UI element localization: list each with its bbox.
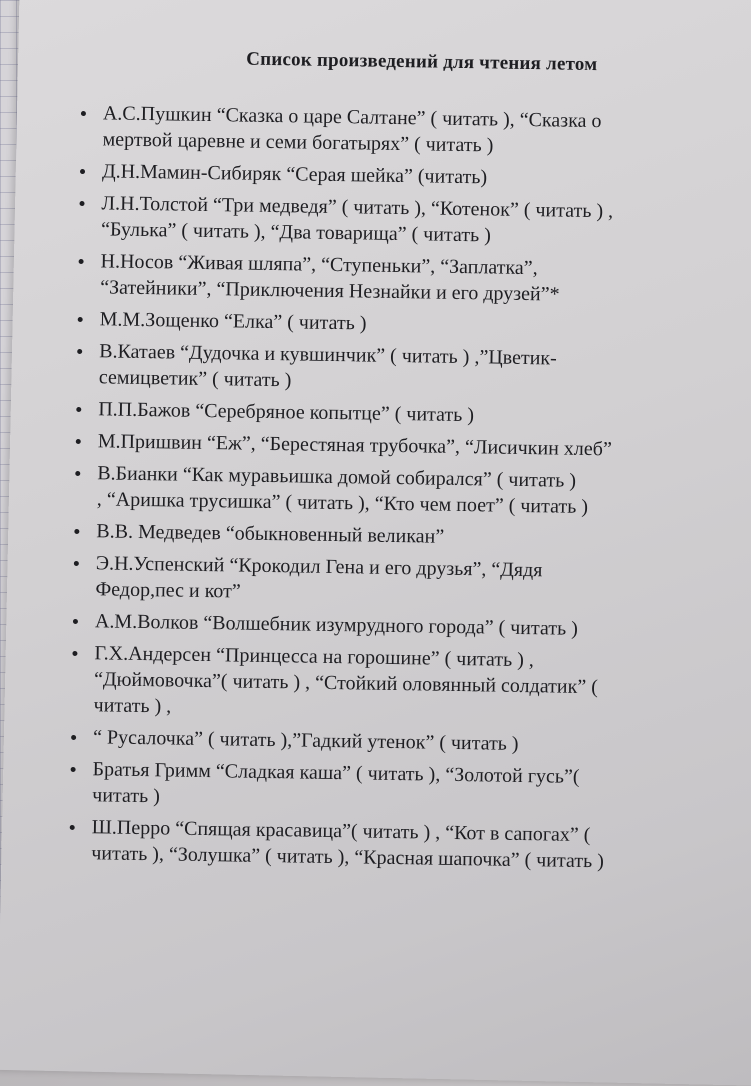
list-item: М.М.Зощенко “Елка” ( читать ) <box>78 306 718 342</box>
list-item: “ Русалочка” ( читать ),”Гадкий утенок” ( читать ) <box>71 724 711 760</box>
list-item: Э.Н.Успенский “Крокодил Гена и его друзья”, “Дядя Федор,пес и кот” <box>73 550 714 612</box>
list-item: Братья Гримм “Сладкая каша” ( читать ), “Золотой гусь”( читать ) <box>70 756 711 818</box>
list-item: Ш.Перро “Спящая красавица”( читать ) , “Кот в сапогах” ( читать ), “Золушка” ( читать ), “Красная шапочка” ( читать ) <box>69 814 710 876</box>
list-item: Д.Н.Мамин-Сибиряк “Серая шейка” (читать) <box>80 158 720 194</box>
list-item: Г.Х.Андерсен “Принцесса на горошине” ( читать ) , “Дюймовочка”( читать ) , “Стойкий оловянный солдатик” ( читать ) , <box>71 640 712 728</box>
list-item: Н.Носов “Живая шляпа”, “Ступеньки”, “Заплатка”, “Затейники”, “Приключения Незнайки и его друзей”* <box>78 248 719 310</box>
list-item: В.В. Медведев “обыкновенный великан” <box>74 518 714 554</box>
list-item: А.М.Волков “Волшебник изумрудного города” ( читать ) <box>73 608 713 644</box>
list-item: В.Бианки “Как муравьишка домой собирался” ( читать ) , “Аришка трусишка” ( читать ), “Кто чем поет” ( читать ) <box>75 460 716 522</box>
document-title: Список произведений для чтения летом <box>246 48 598 76</box>
list-item: А.С.Пушкин “Сказка о царе Салтане” ( читать ), “Сказка о мертвой царевне и семи богатырях” ( читать ) <box>80 100 721 162</box>
list-item: М.Пришвин “Еж”, “Берестяная трубочка”, “Лисичкин хлеб” <box>76 428 716 464</box>
reading-list <box>69 100 721 876</box>
document-content <box>69 46 722 882</box>
list-item: П.П.Бажов “Серебряное копытце” ( читать ) <box>76 396 716 432</box>
list-item: Л.Н.Толстой “Три медведя” ( читать ), “Котенок” ( читать ) , “Булька” ( читать ), “Два товарища” ( читать ) <box>79 190 720 252</box>
list-item: В.Катаев “Дудочка и кувшинчик” ( читать ) ,”Цветик- семицветик” ( читать ) <box>77 338 718 400</box>
